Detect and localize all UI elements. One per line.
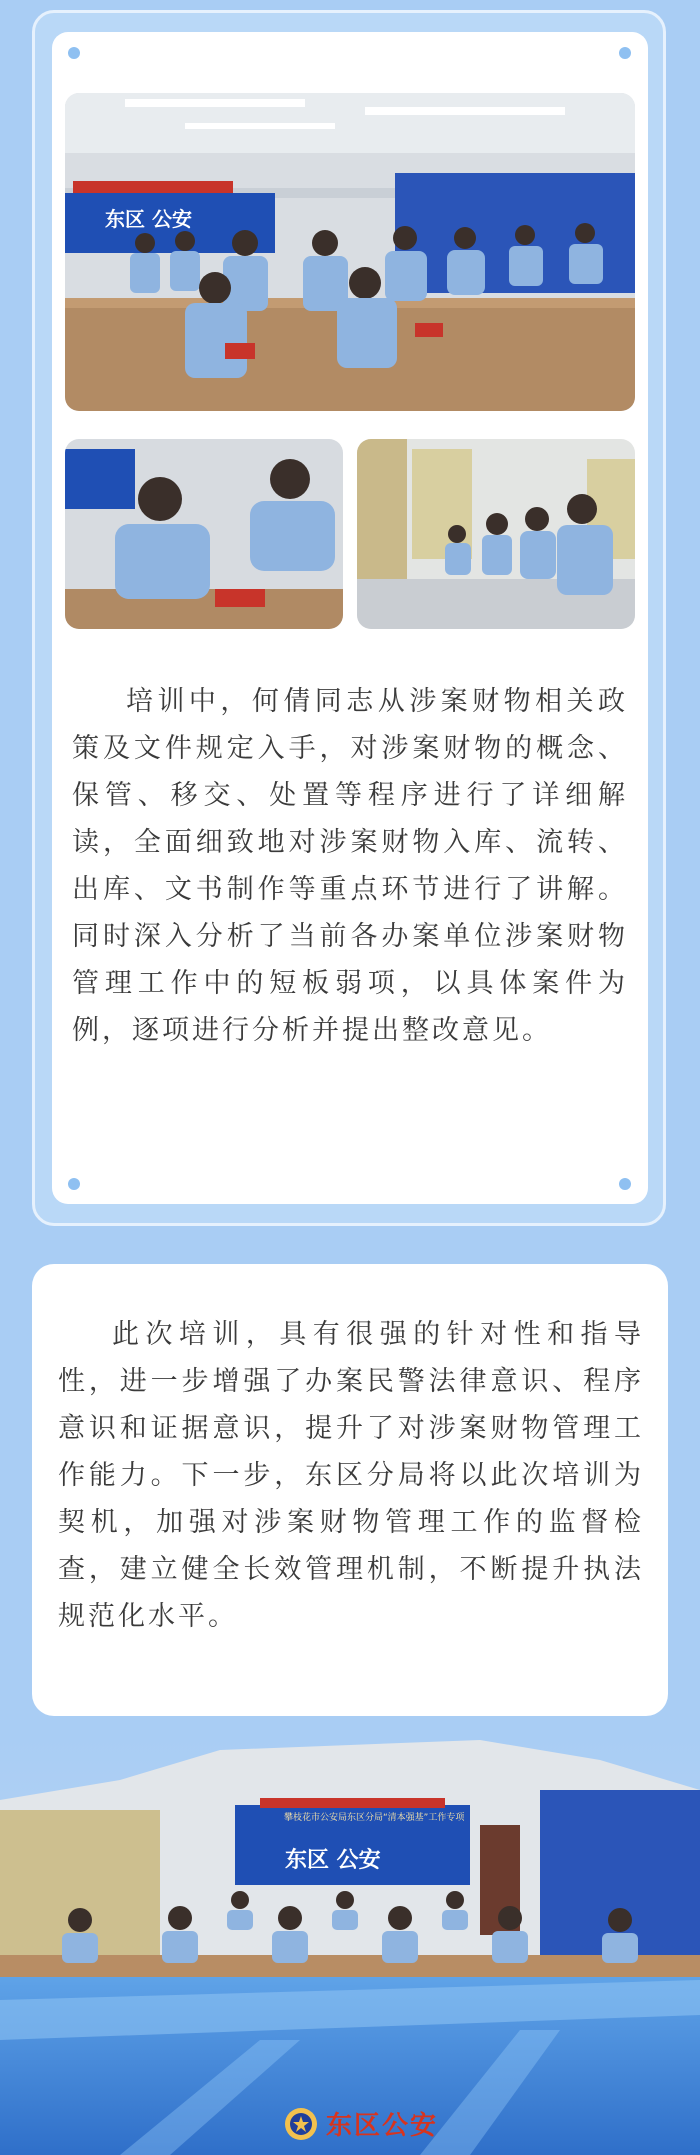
corner-dot xyxy=(619,47,631,59)
banner-text: 攀枝花市公安局东区分局“清本强基”工作专项 xyxy=(284,1813,465,1823)
training-photo-main xyxy=(65,93,635,411)
footer-brand: 东区公安 xyxy=(326,2111,439,2141)
stage-sign: 东区 公安 xyxy=(105,207,192,231)
corner-dot xyxy=(619,1178,631,1190)
police-emblem-icon xyxy=(284,2107,318,2141)
corner-dot xyxy=(68,47,80,59)
training-photo-closeup-left xyxy=(65,439,343,629)
stage-sign-bottom: 东区 公安 xyxy=(285,1847,381,1873)
footer-logo xyxy=(284,2105,438,2142)
corner-dot xyxy=(68,1178,80,1190)
article-paragraph-1: 培训中，何倩同志从涉案财物相关政策及文件规定入手，对涉案财物的概念、保管、移交、处置等程序进行了详细解读，全面细致地对涉案财物入库、流转、出库、文书制作等重点环节进行了讲解。同时深入分析了当前各办案单位涉案财物管理工作中的短板弱项，以具体案件为例，逐项进行分析并提出整改意见。 xyxy=(72,686,628,1046)
training-photo-closeup-right xyxy=(357,439,635,629)
bottom-banner-photo xyxy=(0,1740,700,2155)
article-paragraph-2: 此次培训，具有很强的针对性和指导性，进一步增强了办案民警法律意识、程序意识和证据意识，提升了对涉案财物管理工作能力。下一步，东区分局将以此次培训为契机，加强对涉案财物管理工作的监督检查，建立健全长效管理机制，不断提升执法规范化水平。 xyxy=(58,1319,644,1632)
